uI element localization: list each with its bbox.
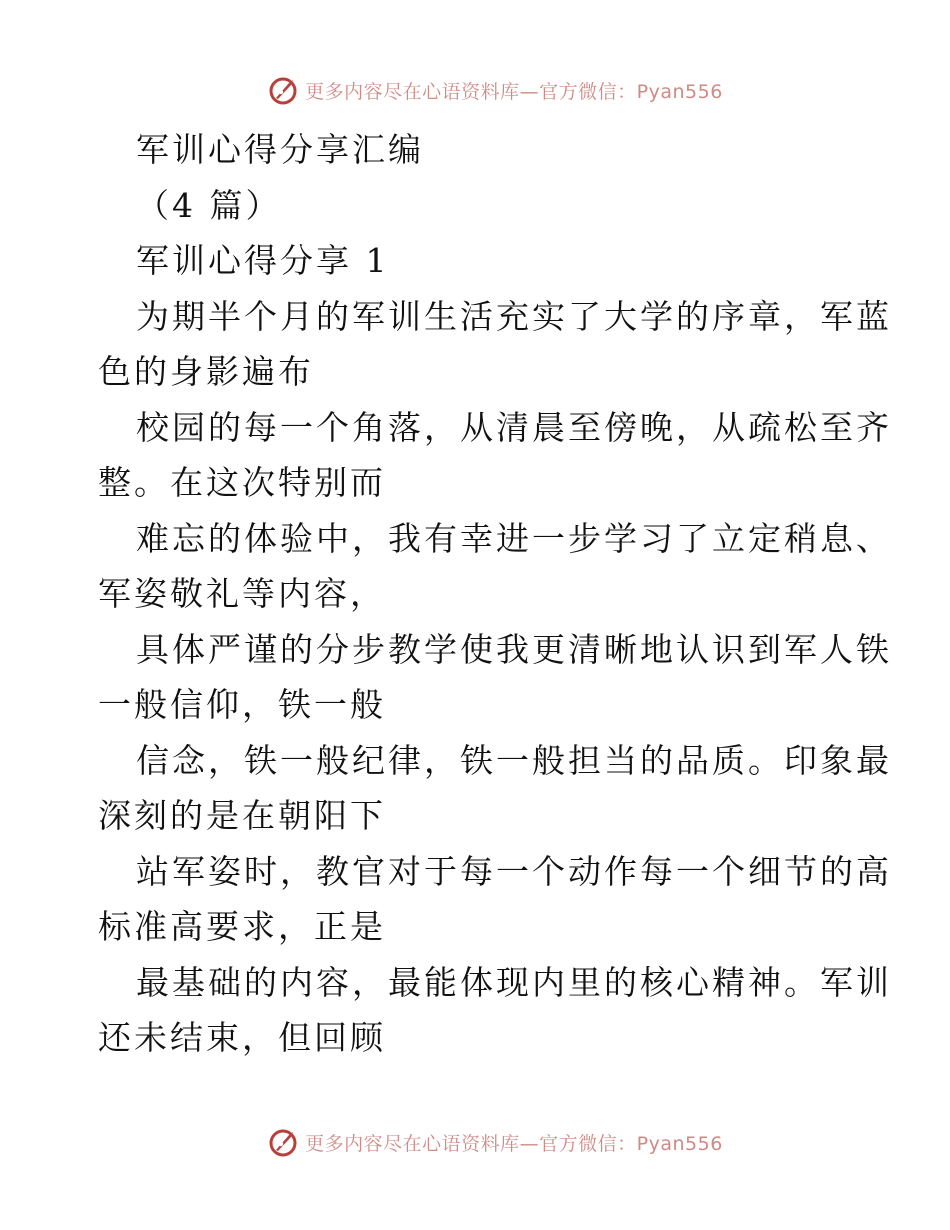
paragraph-line: 色的身影遍布 <box>98 352 314 391</box>
document-body <box>98 122 892 1066</box>
paragraph-line: 还未结束，但回顾 <box>98 1018 386 1057</box>
paragraph-line: 为期半个月的军训生活充实了大学的序章，军蓝 <box>136 296 892 336</box>
paragraph-line: 标准高要求，正是 <box>98 907 386 946</box>
document-subtitle: （4 篇） <box>136 185 282 225</box>
footer-banner <box>0 1122 950 1162</box>
paragraph-line: 站军姿时，教官对于每一个动作每一个细节的高 <box>136 851 892 891</box>
paragraph-line: 信念，铁一般纪律，铁一般担当的品质。印象最 <box>136 740 892 780</box>
paragraph-line: 校园的每一个角落，从清晨至傍晚，从疏松至齐 <box>136 407 892 447</box>
header-banner <box>0 70 950 110</box>
paragraph-line: 整。在这次特别而 <box>98 463 386 502</box>
section-heading: 军训心得分享 1 <box>136 241 390 280</box>
paragraph-line: 一般信仰，铁一般 <box>98 685 386 724</box>
document-title: 军训心得分享汇编 <box>136 130 424 169</box>
paragraph-line: 军姿敬礼等内容， <box>98 574 386 613</box>
header-banner-text: 更多内容尽在心语资料库—官方微信：Pyan556 <box>305 80 723 103</box>
paragraph-line: 具体严谨的分步教学使我更清晰地认识到军人铁 <box>136 629 892 669</box>
footer-banner-text: 更多内容尽在心语资料库—官方微信：Pyan556 <box>305 1132 723 1155</box>
paragraph-line: 难忘的体验中，我有幸进一步学习了立定稍息、 <box>136 518 892 558</box>
paragraph-line: 深刻的是在朝阳下 <box>98 796 386 835</box>
quill-pen-logo-icon <box>267 1126 299 1158</box>
quill-pen-logo-icon <box>267 74 299 106</box>
paragraph-line: 最基础的内容，最能体现内里的核心精神。军训 <box>136 962 892 1002</box>
